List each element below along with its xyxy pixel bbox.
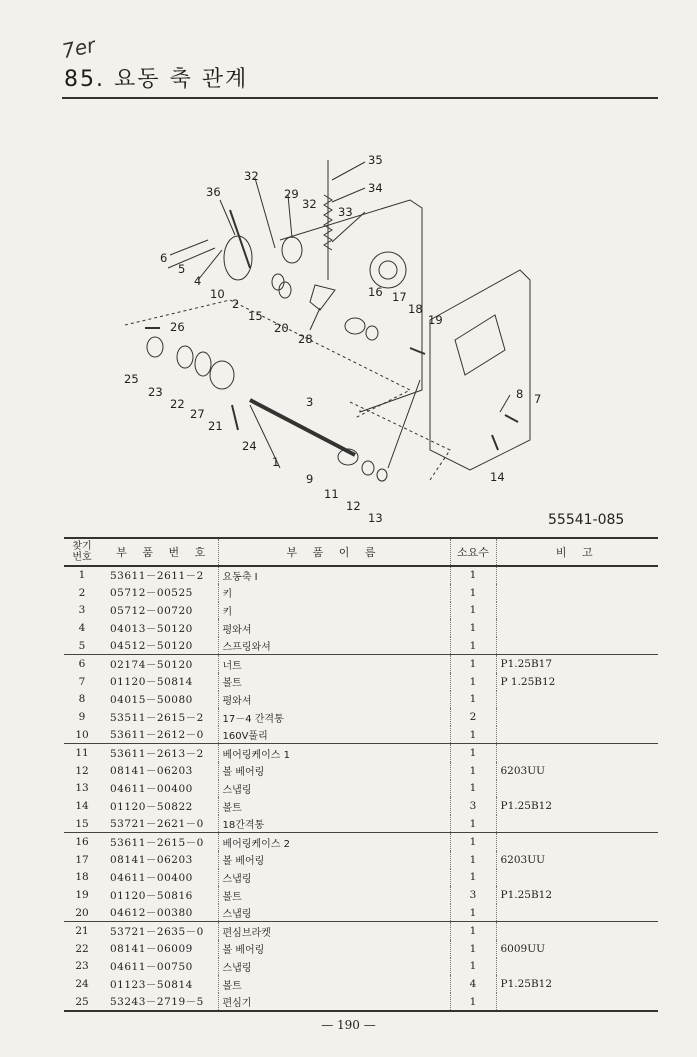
callout: 19 [428, 313, 443, 327]
callout: 32 [302, 197, 317, 211]
callout: 23 [148, 385, 163, 399]
cell-part-name: 스냅링 [218, 869, 450, 887]
cell-no: 1 [78, 569, 86, 582]
cell-part-name: 스냅링 [218, 780, 450, 798]
cell-part-no: 08141－06203 [110, 765, 193, 778]
cell-part-no: 04015－50080 [110, 693, 193, 706]
cell-part-name: 스프링와셔 [218, 637, 450, 655]
table-row [64, 602, 658, 620]
table-row [64, 993, 658, 1011]
table-row [64, 655, 658, 673]
header-no-line2: 번호 [72, 552, 92, 563]
snap-ring-small [279, 282, 291, 298]
cell-part-no: 53721－2635－0 [110, 925, 204, 938]
callout: 26 [170, 320, 185, 334]
cell-no: 21 [75, 925, 89, 938]
cell-no: 3 [78, 604, 86, 617]
table-row [64, 975, 658, 993]
header-no [64, 538, 100, 566]
cell-qty: 1 [450, 869, 496, 887]
cell-qty: 1 [450, 762, 496, 780]
cell-no: 19 [75, 889, 89, 902]
bolt-19 [410, 348, 425, 354]
header-part-no: 부 품 번 호 [100, 538, 218, 566]
cell-part-no: 01123－50814 [110, 978, 193, 991]
cell-no: 20 [64, 904, 100, 922]
frame-outline-dashed [125, 300, 410, 418]
cell-no: 9 [78, 711, 86, 724]
cell-no: 15 [64, 815, 100, 833]
cell-remarks: P1.25B17 [500, 658, 553, 671]
cell-qty: 1 [450, 851, 496, 869]
cell-remarks: 6203UU [500, 764, 545, 777]
leader [255, 178, 275, 248]
cell-part-no: 53611－2613－2 [110, 747, 204, 760]
cell-part-no: 53611－2612－0 [100, 726, 218, 744]
leader [288, 195, 292, 238]
cell-remarks [496, 993, 658, 1011]
cell-part-name: 볼 베어링 [218, 940, 450, 958]
cell-remarks: 6009UU [500, 942, 545, 955]
cell-part-no: 02174－50120 [110, 658, 193, 671]
cell-remarks [496, 602, 658, 620]
parts-table-body [64, 566, 658, 1011]
bolt-7 [505, 415, 518, 422]
callout: 24 [242, 439, 257, 453]
leader [332, 188, 365, 202]
cell-remarks [496, 584, 658, 602]
cell-qty: 2 [450, 708, 496, 726]
table-row [64, 815, 658, 833]
callout: 27 [190, 407, 205, 421]
snap-ring-part [177, 346, 193, 368]
cell-part-no: 53511－2615－2 [110, 711, 204, 724]
cell-qty: 1 [450, 744, 496, 762]
frame-plate-upper [280, 200, 422, 412]
cell-part-no: 01120－50816 [110, 889, 193, 902]
cell-remarks [496, 619, 658, 637]
cell-remarks: P1.25B12 [500, 889, 553, 902]
cell-part-name: 요동축 I [218, 566, 450, 584]
main-shaft [250, 400, 355, 455]
table-row [64, 886, 658, 904]
table-row [64, 940, 658, 958]
callout: 11 [324, 487, 339, 501]
cell-part-no: 04013－50120 [110, 622, 193, 635]
callout: 16 [368, 285, 383, 299]
table-row [64, 904, 658, 922]
cell-no: 4 [78, 622, 86, 635]
leader [500, 395, 510, 412]
cell-part-name: 키 [218, 602, 450, 620]
cell-qty: 1 [450, 993, 496, 1011]
cell-no: 24 [75, 978, 89, 991]
table-row [64, 708, 658, 726]
leader [170, 240, 208, 255]
cell-part-no: 04612－00380 [100, 904, 218, 922]
frame-outline-dashed-2 [350, 402, 450, 480]
callout: 8 [516, 387, 524, 401]
bolt-24 [232, 405, 238, 430]
cell-part-name: 베어링케이스 1 [218, 744, 450, 762]
cell-no: 25 [64, 993, 100, 1011]
cell-no: 18 [75, 871, 89, 884]
cell-remarks [496, 833, 658, 851]
cell-qty: 1 [450, 780, 496, 798]
diagram-svg [110, 150, 670, 540]
cell-part-name: 볼트 [218, 673, 450, 691]
header-part-name: 부 품 이 름 [218, 538, 450, 566]
cell-qty: 1 [450, 691, 496, 709]
cell-part-no: 53243－2719－5 [100, 993, 218, 1011]
cell-remarks [496, 904, 658, 922]
cell-part-no: 04611－00750 [110, 960, 193, 973]
table-row [64, 922, 658, 940]
leader [168, 248, 215, 268]
leader [388, 380, 420, 468]
belt-part [230, 210, 250, 268]
cell-part-name: 볼트 [218, 797, 450, 815]
leader [332, 162, 365, 180]
eccentric-part [147, 337, 163, 357]
cell-qty: 3 [450, 797, 496, 815]
cell-qty: 3 [450, 886, 496, 904]
bearing-1 [362, 461, 374, 475]
handwritten-note: 7er [59, 32, 98, 64]
cell-no: 13 [75, 782, 89, 795]
cell-part-name: 너트 [218, 655, 450, 673]
parts-table [64, 537, 658, 1012]
table-row [64, 780, 658, 798]
cell-qty: 1 [450, 566, 496, 584]
table-row [64, 762, 658, 780]
cell-remarks [496, 637, 658, 655]
lever-part [310, 285, 335, 310]
cell-remarks [496, 958, 658, 976]
cell-no: 8 [78, 693, 86, 706]
callout: 33 [338, 205, 353, 219]
cell-remarks: P1.25B12 [500, 800, 553, 813]
callout: 35 [368, 153, 383, 167]
cell-remarks: P1.25B12 [500, 978, 553, 991]
title-rule [62, 97, 658, 99]
header-remarks: 비 고 [496, 538, 658, 566]
table-row [64, 958, 658, 976]
callout: 6 [160, 251, 168, 265]
table-header-row [64, 538, 658, 566]
cell-remarks [496, 780, 658, 798]
cell-part-no: 53611－2615－0 [110, 836, 204, 849]
callout: 1 [272, 455, 280, 469]
cell-part-name: 17－4 간격통 [218, 708, 450, 726]
table-row [64, 584, 658, 602]
callout: 13 [368, 511, 383, 525]
callout: 15 [248, 309, 263, 323]
cell-part-no: 04611－00400 [110, 871, 193, 884]
callout: 20 [274, 321, 289, 335]
callout: 29 [284, 187, 299, 201]
cell-remarks [496, 922, 658, 940]
frame-window [455, 315, 505, 375]
cell-remarks [496, 691, 658, 709]
cell-remarks [496, 815, 658, 833]
cell-no: 2 [78, 586, 86, 599]
cell-qty: 1 [450, 815, 496, 833]
cell-remarks [496, 744, 658, 762]
cell-part-name: 편심브라켓 [218, 922, 450, 940]
cell-qty: 1 [450, 833, 496, 851]
cell-remarks: 6203UU [500, 853, 545, 866]
callout: 3 [306, 395, 314, 409]
table-row [64, 797, 658, 815]
cell-part-no: 01120－50814 [110, 676, 193, 689]
exploded-parts-diagram [110, 150, 670, 540]
cell-no: 5 [64, 637, 100, 655]
cell-qty: 1 [450, 602, 496, 620]
header-no-line1: 찾기 [72, 541, 92, 552]
cell-part-no: 05712－00525 [110, 587, 193, 600]
cell-qty: 1 [450, 940, 496, 958]
callout: 4 [194, 274, 202, 288]
pulley-small [282, 237, 302, 263]
bearing-2 [366, 326, 378, 340]
cell-remarks: P 1.25B12 [500, 675, 556, 688]
pulley-part [224, 236, 252, 280]
cell-part-name: 평와셔 [218, 691, 450, 709]
cell-part-no: 01120－50822 [110, 800, 193, 813]
collar-part [272, 274, 284, 290]
callout: 34 [368, 181, 383, 195]
frame-plate-right [430, 270, 530, 470]
table-row [64, 637, 658, 655]
callout: 12 [346, 499, 361, 513]
callout: 2 [232, 297, 240, 311]
cell-no: 6 [78, 658, 86, 671]
cell-part-name: 18간격통 [218, 815, 450, 833]
frame-hole-inner [379, 261, 397, 279]
page-number: — 190 — [321, 1018, 376, 1032]
table-row [64, 566, 658, 584]
callout: 9 [306, 472, 314, 486]
cell-part-no: 53721－2621－0 [100, 815, 218, 833]
cell-qty: 1 [450, 619, 496, 637]
cell-no: 11 [75, 747, 89, 760]
cell-part-name: 160V풀리 [218, 726, 450, 744]
cell-qty: 1 [450, 637, 496, 655]
callout: 18 [408, 302, 423, 316]
callout: 22 [170, 397, 185, 411]
cell-qty: 4 [450, 975, 496, 993]
bearing-case-2 [345, 318, 365, 334]
cell-part-no: 53611－2611－2 [110, 569, 204, 582]
cell-part-name: 볼트 [218, 886, 450, 904]
cell-part-no: 08141－06009 [110, 943, 193, 956]
cell-remarks [496, 726, 658, 744]
callout: 5 [178, 262, 186, 276]
page-title: 85. 요동 축 관계 [64, 67, 249, 92]
callout: 10 [210, 287, 225, 301]
cell-no: 22 [75, 942, 89, 955]
cell-no: 7 [78, 675, 86, 688]
cell-no: 10 [64, 726, 100, 744]
table-row [64, 691, 658, 709]
callout: 17 [392, 290, 407, 304]
bearing-part [195, 352, 211, 376]
table-row [64, 726, 658, 744]
figure-code: 55541-085 [548, 512, 625, 528]
table-row [64, 744, 658, 762]
leader [310, 308, 320, 330]
cell-part-no: 08141－06203 [110, 854, 193, 867]
cell-no: 12 [75, 764, 89, 777]
callout: 25 [124, 372, 139, 386]
header-qty: 소요수 [450, 538, 496, 566]
cell-part-no: 04512－50120 [100, 637, 218, 655]
cell-qty: 1 [450, 904, 496, 922]
cell-no: 17 [75, 853, 89, 866]
snap-ring-1 [377, 469, 387, 481]
table-row [64, 833, 658, 851]
cell-part-name: 키 [218, 584, 450, 602]
cell-part-name: 편심기 [218, 993, 450, 1011]
cell-qty: 1 [450, 726, 496, 744]
cell-part-no: 04611－00400 [110, 782, 193, 795]
cell-remarks [496, 708, 658, 726]
cell-part-name: 볼 베어링 [218, 762, 450, 780]
cell-no: 14 [75, 800, 89, 813]
callout: 7 [534, 392, 542, 406]
cell-part-name: 볼트 [218, 975, 450, 993]
table-row [64, 851, 658, 869]
callout: 36 [206, 185, 221, 199]
callout: 28 [298, 332, 313, 346]
cell-no: 16 [75, 836, 89, 849]
callout: 21 [208, 419, 223, 433]
cell-qty: 1 [450, 584, 496, 602]
cell-part-name: 스냅링 [218, 958, 450, 976]
eccentric-bracket [210, 361, 234, 389]
table-row [64, 619, 658, 637]
cell-no: 23 [75, 960, 89, 973]
bolt-14 [492, 435, 498, 450]
cell-remarks [496, 566, 658, 584]
cell-remarks [496, 869, 658, 887]
cell-part-name: 베어링케이스 2 [218, 833, 450, 851]
table-row [64, 869, 658, 887]
cell-part-name: 스냅링 [218, 904, 450, 922]
frame-hole [370, 252, 406, 288]
table-row [64, 673, 658, 691]
cell-qty: 1 [450, 958, 496, 976]
cell-part-name: 평와셔 [218, 619, 450, 637]
cell-part-name: 볼 베어링 [218, 851, 450, 869]
cell-part-no: 05712－00720 [110, 604, 193, 617]
cell-qty: 1 [450, 922, 496, 940]
cell-qty: 1 [450, 673, 496, 691]
callout: 32 [244, 169, 259, 183]
cell-qty: 1 [450, 655, 496, 673]
callout: 14 [490, 470, 505, 484]
leader [198, 250, 222, 280]
